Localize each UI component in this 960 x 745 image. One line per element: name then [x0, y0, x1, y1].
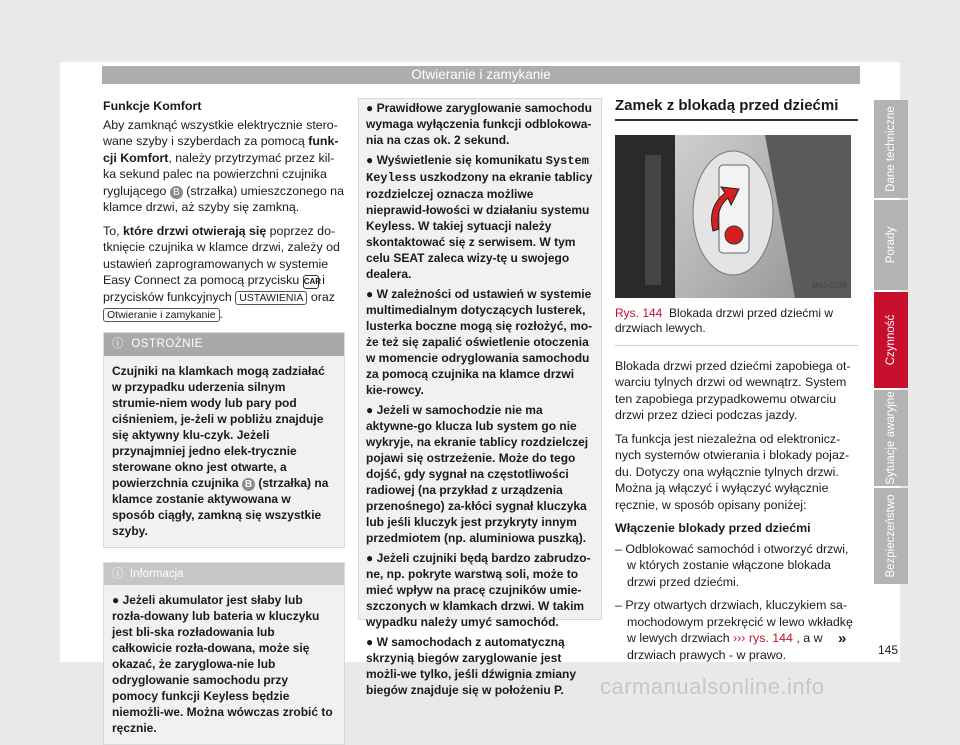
text: (strzałka) umieszczonego na klamce drzwi, aż szyby się zamkną.	[103, 184, 344, 215]
bullet-item	[366, 152, 595, 282]
paragraph: Blokada drzwi przed dziećmi zapobiega ot-warciu tylnych drzwi od wewnątrz. System ten zapobiega przypadkowemu otwarciu drzwi przez dzieci podczas jazdy.	[615, 358, 858, 424]
text: uszkodzony na ekranie tablicy rozdzielczej oznacza możliwe nieprawid-łowości w działaniu systemu Keyless. W takiej sytuacji należy skontaktować się z serwisem. W tym celu SEAT zaleca wizy-tę u swojego dealera.	[366, 170, 592, 281]
figure-code: B6J-0338	[813, 278, 847, 295]
text: i przycisków funkcyjnych	[103, 273, 325, 304]
step-item	[615, 597, 858, 663]
sensor-badge-b: B	[170, 186, 183, 199]
column-left	[103, 98, 345, 745]
car-button-icon: CAR	[303, 275, 319, 289]
warning-title: OSTROŻNIE	[131, 338, 203, 350]
tab-label: Dane techniczne	[885, 106, 897, 192]
column-middle	[366, 100, 595, 702]
child-lock-figure	[615, 135, 851, 298]
tab-sytuacje-awaryjne[interactable]	[874, 390, 908, 486]
page-header: Otwieranie i zamykanie	[102, 66, 860, 84]
info-text: ● Jeżeli akumulator jest słaby lub rozła-dowany lub bateria w kluczyku jest bli-ska rozładowania lub całkowicie rozła-dowana, może się okazać, że zaryglowa-nie lub odryglowanie samochodu przy pomocy funkcji Keyless będzie niemożli-we. Można wówczas zrobić to ręcznie.	[104, 585, 344, 744]
bullet-item: ● Jeżeli w samochodzie nie ma aktywne-go klucza lub system go nie wykryje, na ekranie tablicy rozdzielczej pojawi się ostrzeżenie. Może do tego dojść, gdy sygnał na częstotliwości radiowej (na przykład z urządzenia przenośnego) za-kłóci sygnał kluczyka lub jeśli kluczyk jest przykryty innym przedmiotem (np. aluminiowa puszką).	[366, 402, 595, 546]
subheading: Włączenie blokady przed dziećmi	[615, 520, 858, 537]
caption-text: Blokada drzwi przed dziećmi w drzwiach lewych.	[615, 306, 833, 335]
text: – Przy otwartych drzwiach, kluczykiem sa-mochodowym przekręcić w lewo wkładkę w lewych drzwiach	[615, 598, 853, 645]
tab-label: Czynność	[885, 315, 897, 366]
text: poprzez do-tknięcie czujnika w klamce drzwi, zależy od ustawień zaprogramowanych w systemie Easy Connect za pomocą przycisku	[103, 224, 340, 288]
figure-label: Rys. 144	[615, 306, 662, 320]
tab-dane-techniczne[interactable]	[874, 100, 908, 198]
info-title: Informacja	[130, 568, 184, 580]
bullet-item: ● W samochodach z automatyczną skrzynią biegów zaryglowanie jest możli-we tylko, jeśli dźwignia zmiany biegów znajduje się w położeniu P.	[366, 634, 595, 698]
message-text: System Keyless	[366, 154, 589, 185]
sensor-badge-b: B	[242, 478, 255, 491]
locking-key: Otwieranie i zamykanie	[103, 308, 220, 322]
tab-label: Bezpieczeństwo	[885, 494, 897, 577]
section-heading-komfort: Funkcje Komfort	[103, 98, 345, 115]
info-header	[104, 563, 344, 586]
text: To,	[103, 224, 123, 238]
tab-label: Sytuacje awaryjne	[885, 391, 897, 484]
text: Aby zamknąć wszystkie elektrycznie stero-wane szyby i szyberdach za pomocą	[103, 118, 338, 149]
tab-bezpieczenstwo[interactable]	[874, 488, 908, 584]
settings-key: USTAWIENIA	[235, 291, 307, 305]
warning-icon: ⓘ	[112, 338, 124, 350]
step-item: – Odblokować samochód i otworzyć drzwi, w których zostanie włączone blokada drzwi przed dziećmi.	[615, 541, 858, 591]
column-right	[615, 98, 858, 670]
tab-porady[interactable]	[874, 200, 908, 290]
info-icon: ⓘ	[112, 568, 124, 580]
text-bold: które drzwi otwierają się	[123, 224, 266, 238]
text: ● Wyświetlenie się komunikatu	[366, 153, 546, 167]
warning-header	[104, 333, 344, 356]
text: , a w drzwiach prawych - w prawo.	[627, 631, 823, 662]
text: , należy przytrzymać przez kil-ka sekund palec na powierzchni czujnika ryglującego	[103, 151, 334, 198]
watermark: carmanualsonline.info	[600, 674, 825, 700]
tab-label: Porady	[885, 227, 897, 263]
child-lock-illustration	[615, 135, 851, 298]
continue-icon: »	[838, 630, 846, 647]
section-title: Zamek z blokadą przed dziećmi	[615, 98, 858, 121]
text-bold: funk-cji Komfort	[103, 134, 339, 165]
warning-text	[104, 356, 344, 547]
text: .	[220, 307, 223, 321]
paragraph-doors	[103, 223, 345, 323]
info-box	[103, 562, 345, 745]
page-number: 145	[878, 643, 898, 657]
figure-caption	[615, 306, 858, 346]
tab-czynnosc[interactable]	[874, 292, 908, 388]
paragraph-komfort	[103, 117, 345, 216]
text: (strzałka) na klamce zostanie aktywowana w sposób ciągły, zamkną się wszystkie szyby.	[112, 476, 328, 538]
text: oraz	[307, 290, 335, 304]
warning-box	[103, 332, 345, 548]
bullet-item: ● Prawidłowe zaryglowanie samochodu wymaga wyłączenia funkcji odblokowa-nia na czas ok. 2 sekund.	[366, 100, 595, 148]
text: Czujniki na klamkach mogą zadziałać w przypadku uderzenia silnym strumie-niem wody lub pary pod ciśnieniem, je-żeli w pobliżu znajduje się aktywny klu-czyk. Jeżeli przynajmniej jedno elek-trycznie sterowane okno jest otwarte, a powierzchnia czujnika	[112, 364, 325, 490]
paragraph: Ta funkcja jest niezależna od elektronicz-nych systemów otwierania i blokady pojaz-du. Dotyczy ona wyłącznie tylnych drzwi. Można ją włączyć i wyłączyć wyłącznie ręcznie, w sposób opisany poniżej:	[615, 431, 858, 514]
bullet-item: ● Jeżeli czujniki będą bardzo zabrudzo-ne, np. pokryte warstwą soli, może to mieć wpływ na pracę czujników umie-szczonych w klamkach drzwi. W takim wypadku należy umyć samochód.	[366, 550, 595, 630]
bullet-item: ● W zależności od ustawień w systemie multimedialnym dotyczących lusterek, lusterka boczne mogą się rozłożyć, mo-że też się zapalić oświetlenie otoczenia w momencie odryglowania samochodu za pomocą czujnika na klamce drzwi kie-rowcy.	[366, 286, 595, 398]
figure-reference-link[interactable]: ››› rys. 144	[733, 631, 793, 645]
